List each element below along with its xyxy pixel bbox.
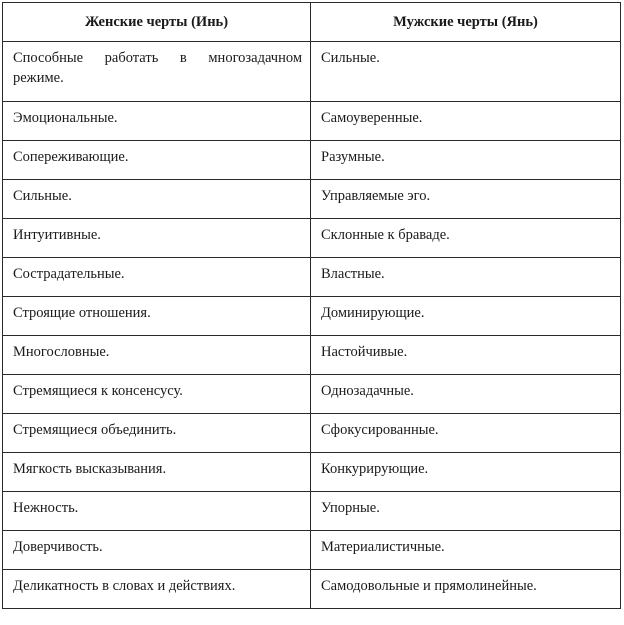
feminine-trait-cell: Стремящиеся к консенсусу. bbox=[3, 375, 311, 414]
table-row bbox=[3, 297, 621, 336]
feminine-trait-cell: Деликатность в словах и действиях. bbox=[3, 570, 311, 609]
masculine-trait-cell: Настойчивые. bbox=[311, 336, 621, 375]
feminine-trait-cell: Сопереживающие. bbox=[3, 141, 311, 180]
feminine-trait-cell: Способные работать в многозадачном режиме. bbox=[3, 42, 311, 102]
table-row bbox=[3, 141, 621, 180]
header-row bbox=[3, 3, 621, 42]
feminine-trait-cell: Интуитивные. bbox=[3, 219, 311, 258]
masculine-trait-cell: Сильные. bbox=[311, 42, 621, 102]
feminine-trait-cell: Нежность. bbox=[3, 492, 311, 531]
table-row bbox=[3, 492, 621, 531]
masculine-trait-cell: Сфокусированные. bbox=[311, 414, 621, 453]
masculine-trait-cell: Однозадачные. bbox=[311, 375, 621, 414]
feminine-trait-cell: Строящие отношения. bbox=[3, 297, 311, 336]
masculine-trait-cell: Материалистичные. bbox=[311, 531, 621, 570]
masculine-trait-cell: Разумные. bbox=[311, 141, 621, 180]
masculine-trait-cell: Доминирующие. bbox=[311, 297, 621, 336]
table-row bbox=[3, 336, 621, 375]
masculine-trait-cell: Конкурирующие. bbox=[311, 453, 621, 492]
masculine-trait-cell: Самодовольные и прямолинейные. bbox=[311, 570, 621, 609]
masculine-trait-cell: Властные. bbox=[311, 258, 621, 297]
feminine-trait-cell: Сострадательные. bbox=[3, 258, 311, 297]
feminine-trait-cell: Сильные. bbox=[3, 180, 311, 219]
masculine-trait-cell: Склонные к браваде. bbox=[311, 219, 621, 258]
masculine-trait-cell: Упорные. bbox=[311, 492, 621, 531]
header-masculine-traits: Мужские черты (Янь) bbox=[311, 3, 621, 42]
masculine-trait-cell: Самоуверенные. bbox=[311, 102, 621, 141]
table-row bbox=[3, 531, 621, 570]
table-row bbox=[3, 219, 621, 258]
table-row bbox=[3, 102, 621, 141]
feminine-trait-cell: Мягкость высказывания. bbox=[3, 453, 311, 492]
table-row bbox=[3, 258, 621, 297]
header-feminine-traits: Женские черты (Инь) bbox=[3, 3, 311, 42]
feminine-trait-cell: Доверчивость. bbox=[3, 531, 311, 570]
table-row bbox=[3, 570, 621, 609]
table-row bbox=[3, 180, 621, 219]
feminine-trait-cell: Стремящиеся объединить. bbox=[3, 414, 311, 453]
table-row bbox=[3, 42, 621, 102]
table-row bbox=[3, 414, 621, 453]
feminine-trait-cell: Многословные. bbox=[3, 336, 311, 375]
traits-table bbox=[2, 2, 621, 609]
table-row bbox=[3, 453, 621, 492]
table-row bbox=[3, 375, 621, 414]
masculine-trait-cell: Управляемые эго. bbox=[311, 180, 621, 219]
feminine-trait-cell: Эмоциональные. bbox=[3, 102, 311, 141]
traits-table-container bbox=[2, 2, 620, 609]
